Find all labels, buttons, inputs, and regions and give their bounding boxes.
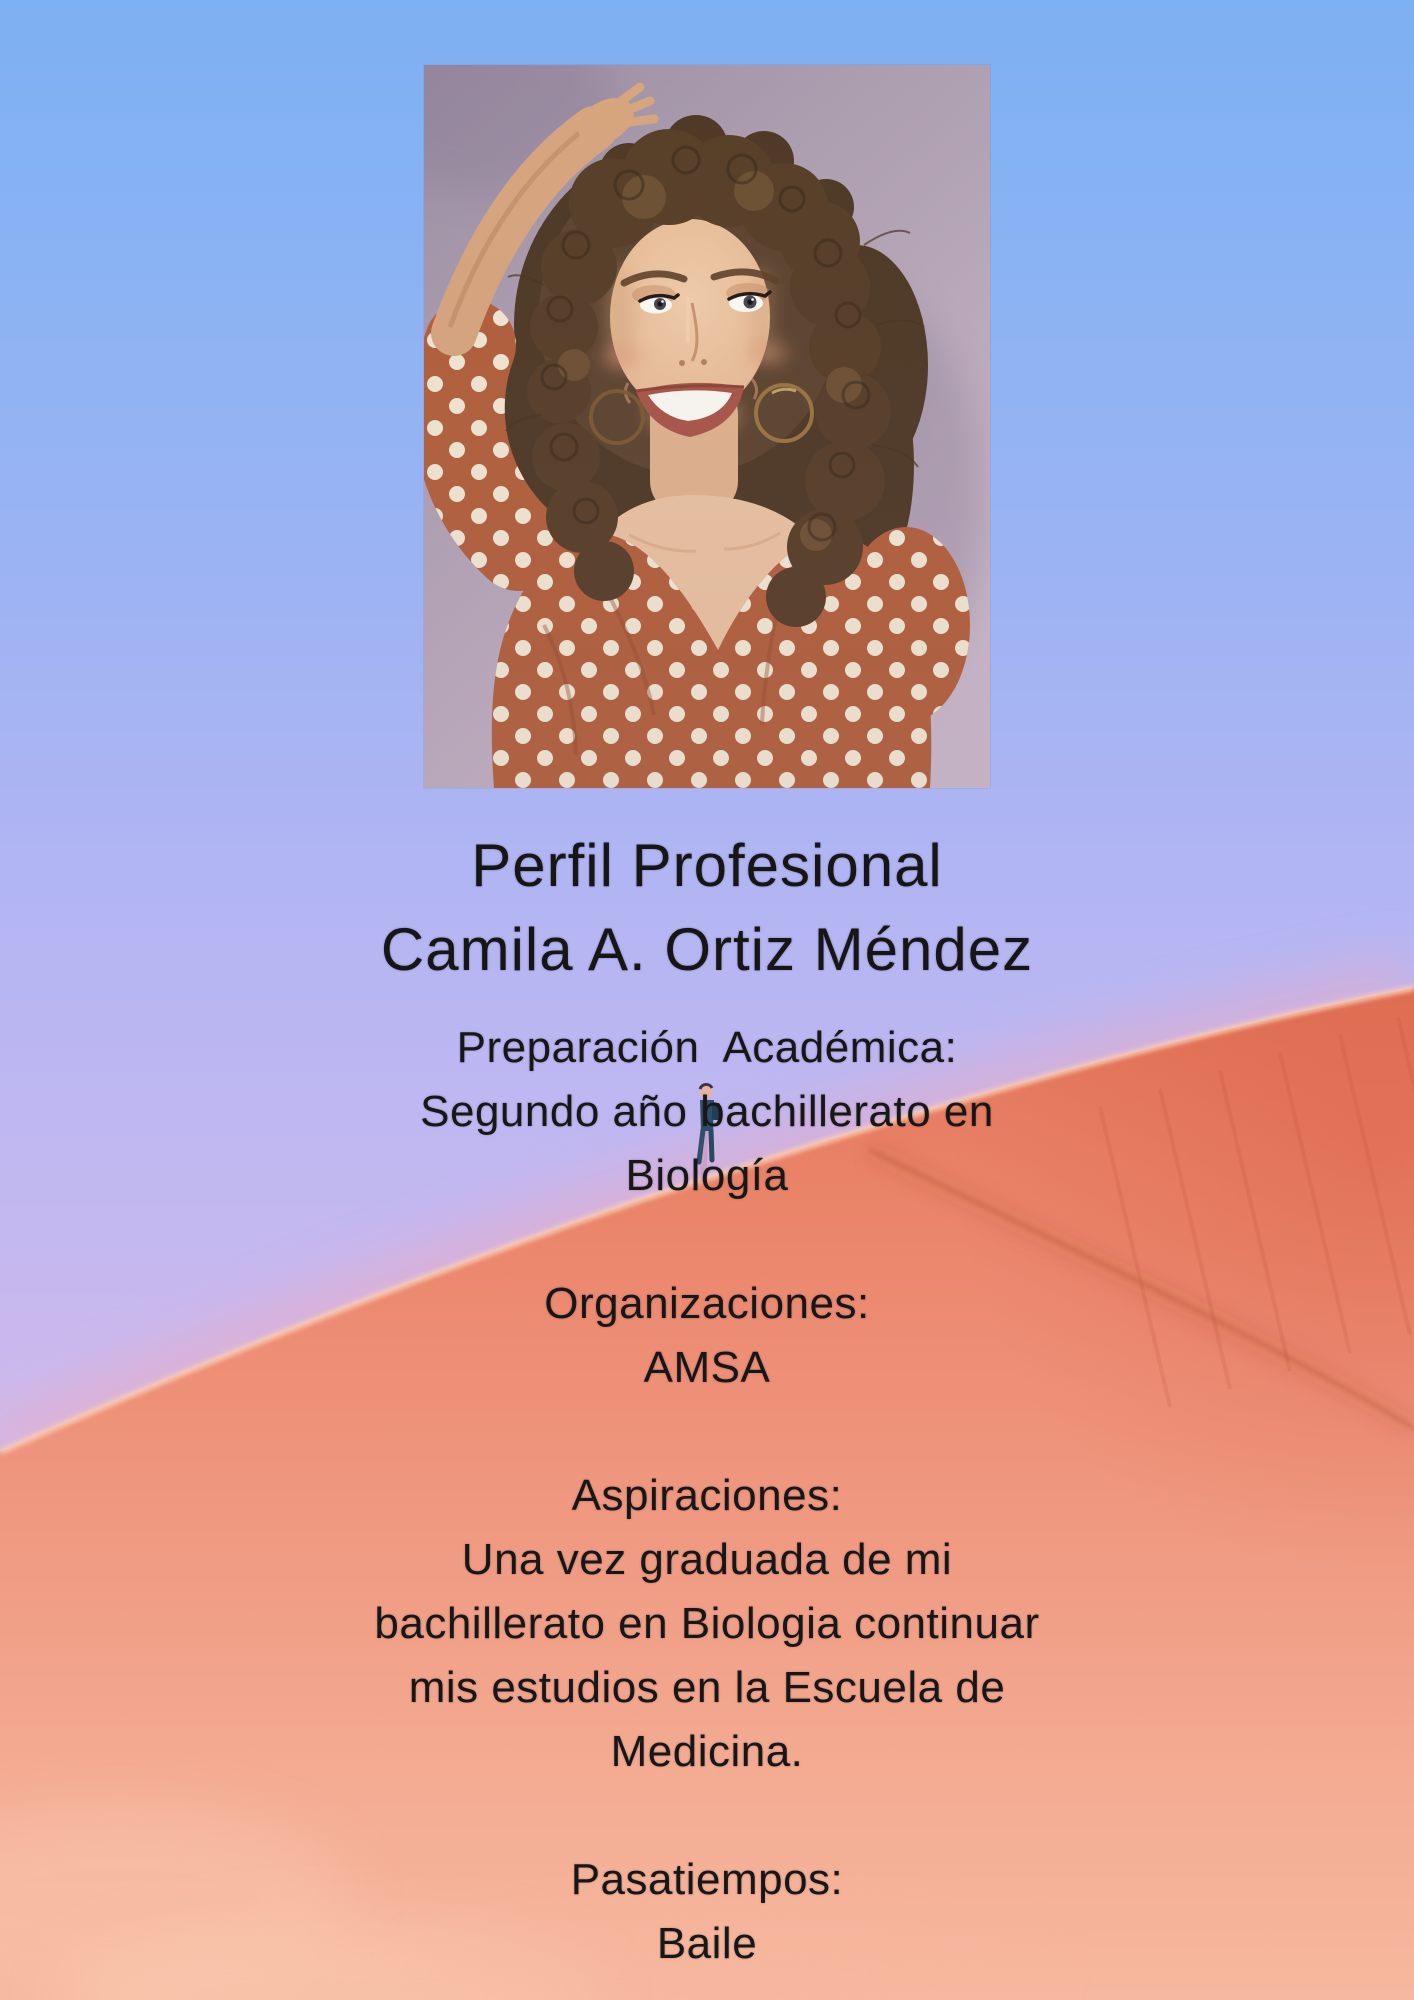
title-line-2: Camila A. Ortiz Méndez <box>380 916 1034 983</box>
title-line-1: Perfil Profesional <box>471 832 943 899</box>
section-pasatiempos <box>0 1848 1414 1976</box>
section-heading: Preparación Académica: <box>456 1023 958 1072</box>
section-aspiraciones <box>0 1464 1414 1784</box>
portrait-photo <box>424 65 990 788</box>
section-heading: Aspiraciones: <box>571 1471 843 1520</box>
section-line: Baile <box>656 1919 758 1968</box>
page-title <box>0 824 1414 992</box>
section-line: mis estudios en la Escuela de <box>408 1663 1006 1712</box>
section-line: bachillerato en Biologia continuar <box>374 1599 1040 1648</box>
section-heading: Organizaciones: <box>544 1279 870 1328</box>
photo-tint-overlay <box>424 65 990 788</box>
section-preparacion-academica <box>0 1016 1414 1208</box>
section-line: Biología <box>625 1151 789 1200</box>
section-organizaciones <box>0 1272 1414 1400</box>
section-line: Medicina. <box>610 1727 804 1776</box>
section-line: AMSA <box>643 1343 771 1392</box>
woman-portrait-illustration <box>424 65 990 788</box>
section-line: Segundo año bachillerato en <box>420 1087 994 1136</box>
profile-text <box>0 1016 1414 1976</box>
section-line: Una vez graduada de mi <box>461 1535 953 1584</box>
section-heading: Pasatiempos: <box>570 1855 844 1904</box>
